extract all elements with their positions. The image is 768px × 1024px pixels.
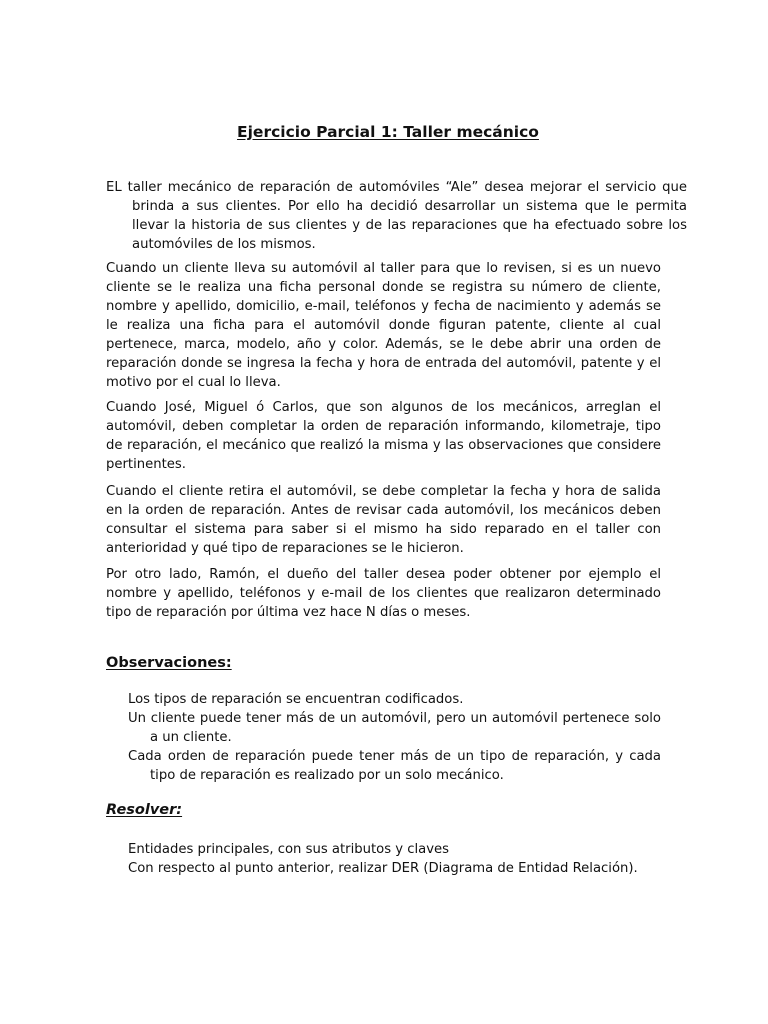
paragraph-mechanics: Cuando José, Miguel ó Carlos, que son algunos de los mecánicos, arreglan el automóvil, deben completar la orden de reparación informando, kilometraje, tipo de reparación, el mecánico que realizó la misma y las observaciones que considere pertinentes. [106,400,661,472]
paragraph-client-arrival: Cuando un cliente lleva su automóvil al taller para que lo revisen, si es un nuevo cliente se le realiza una ficha personal donde se registra su número de cliente, nombre y apellido, domicilio, e-mail, teléfonos y fecha de nacimiento y además se le realiza una ficha para el automóvil donde figuran patente, cliente al cual pertenece, marca, modelo, año y color. Además, se le debe abrir una orden de reparación donde se ingresa la fecha y hora de entrada del automóvil, patente y el motivo por el cual lo lleva. [106,261,661,390]
paragraph-intro: EL taller mecánico de reparación de automóviles “Ale” desea mejorar el servicio que brinda a sus clientes. Por ello ha decidió desarrollar un sistema que le permita llevar la historia de sus clientes y de las reparaciones que ha efectuado sobre los automóviles de los mismos. [106,180,687,252]
list-item: Con respecto al punto anterior, realizar DER (Diagrama de Entidad Relación). [128,861,638,876]
observaciones-heading: Observaciones: [106,655,232,671]
observaciones-list [128,690,661,785]
page-title: Ejercicio Parcial 1: Taller mecánico [237,123,539,141]
list-item: Entidades principales, con sus atributos y claves [128,842,450,857]
list-item: Los tipos de reparación se encuentran codificados. [128,692,464,707]
list-item: Un cliente puede tener más de un automóvil, pero un automóvil pertenece solo a un cliente. [128,711,661,745]
paragraph-vehicle-pickup: Cuando el cliente retira el automóvil, se debe completar la fecha y hora de salida en la orden de reparación. Antes de revisar cada automóvil, los mecánicos deben consultar el sistema para saber si el mismo ha sido reparado en el taller con anterioridad y qué tipo de reparaciones se le hicieron. [106,484,661,556]
resolver-list [128,840,661,878]
list-item: Cada orden de reparación puede tener más de un tipo de reparación, y cada tipo de reparación es realizado por un solo mecánico. [128,749,661,783]
paragraph-owner-query: Por otro lado, Ramón, el dueño del taller desea poder obtener por ejemplo el nombre y apellido, teléfonos y e-mail de los clientes que realizaron determinado tipo de reparación por última vez hace N días o meses. [106,567,661,620]
resolver-heading: Resolver: [106,802,183,818]
